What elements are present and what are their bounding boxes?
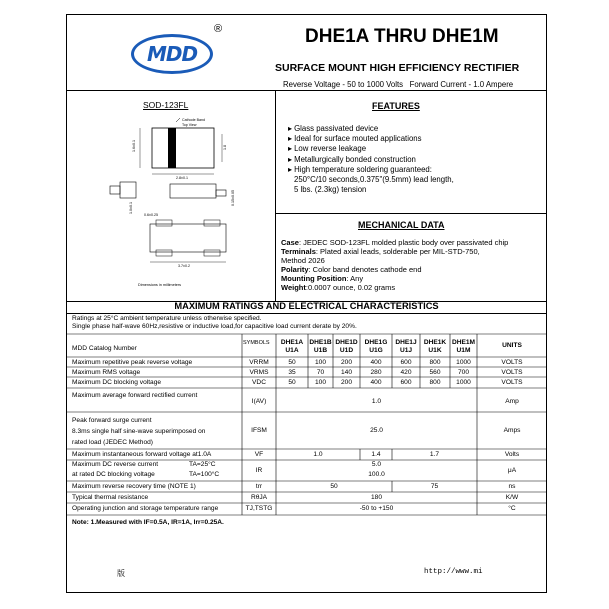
table-cell: 50 xyxy=(288,359,296,366)
table-cell: 1000 xyxy=(456,359,471,366)
reverse-voltage-summary: Reverse Voltage - 50 to 1000 Volts xyxy=(283,80,404,89)
value-vf-1: 1.0 xyxy=(313,451,323,458)
unit-vrrm: VOLTS xyxy=(501,359,523,366)
table-cell: 400 xyxy=(370,379,382,386)
value-ifsm: 25.0 xyxy=(370,427,383,434)
unit-vdc: VOLTS xyxy=(501,379,523,386)
unit-ir: μA xyxy=(507,467,517,474)
table-cell: 800 xyxy=(429,359,441,366)
table-cell: 100 xyxy=(314,359,326,366)
value-vf-3: 1.7 xyxy=(429,451,440,458)
table-cell: 50 xyxy=(288,379,296,386)
symbol-rth: RθJA xyxy=(250,494,268,501)
row-label-trr: Maximum reverse recovery time (NOTE 1) xyxy=(72,483,196,490)
forward-current-summary: Forward Current - 1.0 Ampere xyxy=(409,80,514,89)
feature-item: ▸ Metallurgically bonded construction xyxy=(288,154,416,164)
row-label-tj: Operating junction and storage temperature range xyxy=(72,505,219,512)
footer-url[interactable]: http://www.mi xyxy=(424,568,483,576)
symbol-vrms: VRMS xyxy=(249,369,269,376)
row-label-ifsm: Peak forward surge current 8.3ms single half sine-wave superimposed on rated load (JEDEC Method) xyxy=(72,417,206,446)
table-cell: 600 xyxy=(400,359,412,366)
value-tj: -50 to +150 xyxy=(359,505,394,512)
symbol-trr: trr xyxy=(255,483,263,490)
row-label-iav: Maximum average forward rectified current xyxy=(72,392,198,399)
part-header: DHE1J U1J xyxy=(395,339,417,354)
part-header: DHE1K U1K xyxy=(423,339,447,354)
cathode-band-label: Cathode Band xyxy=(182,118,205,122)
symbol-ifsm: IFSM xyxy=(251,427,267,434)
registered-mark: ® xyxy=(214,23,223,35)
feature-item: ▸ High temperature soldering guaranteed: xyxy=(288,164,432,174)
units-header: UNITS xyxy=(502,342,522,349)
value-trr-1: 50 xyxy=(330,483,338,490)
page-title: DHE1A THRU DHE1M xyxy=(305,26,499,47)
value-iav: 1.0 xyxy=(371,398,382,405)
value-trr-2: 75 xyxy=(430,483,439,490)
value-ir-1: 5.0 xyxy=(371,461,382,468)
symbol-vrrm: VRRM xyxy=(249,359,269,366)
part-header: DHE1B U1B xyxy=(309,339,332,354)
ir-condition-1: TA=25°C xyxy=(189,461,216,468)
part-header: DHE1A U1A xyxy=(280,339,304,354)
logo-text: MDD xyxy=(146,42,198,66)
dim-d4: 1.0±0.1 xyxy=(129,202,133,214)
row-label-ir-2: at rated DC blocking voltage xyxy=(72,471,155,478)
part-header: DHE1G U1G xyxy=(364,339,388,354)
table-cell: 1000 xyxy=(456,379,471,386)
table-cell: 700 xyxy=(457,369,469,376)
table-cell: 800 xyxy=(429,379,441,386)
table-cell: 140 xyxy=(340,369,352,376)
feature-item: ▸ Ideal for surface mouted applications xyxy=(288,134,422,144)
unit-ifsm: Amps xyxy=(503,427,521,434)
table-cell: 280 xyxy=(370,369,382,376)
unit-rth: K/W xyxy=(505,494,519,501)
top-view-label: Top View xyxy=(182,123,197,127)
symbol-ir: IR xyxy=(255,467,263,474)
table-cell: 200 xyxy=(340,379,352,386)
unit-vrms: VOLTS xyxy=(501,369,523,376)
row-label-vrms: Maximum RMS voltage xyxy=(72,369,141,376)
table-title: MAXIMUM RATINGS AND ELECTRICAL CHARACTERISTICS xyxy=(174,301,439,311)
unit-vf: Volts xyxy=(504,451,520,458)
row-label-ir-1: Maximum DC reverse current xyxy=(72,461,159,468)
ir-condition-2: TA=100°C xyxy=(189,471,220,478)
feature-item-cont: 250°C/10 seconds,0.375"(9.5mm) lead length, xyxy=(294,175,454,185)
feature-item: ▸ Low reverse leakage xyxy=(288,144,367,154)
symbol-tj: TJ,TSTG xyxy=(245,505,273,512)
table-cell: 200 xyxy=(340,359,352,366)
unit-iav: Amp xyxy=(505,398,519,405)
value-ir-2: 100.0 xyxy=(368,471,385,478)
unit-tj: °C xyxy=(508,505,516,512)
table-cell: 35 xyxy=(288,369,296,376)
mechanical-title: MECHANICAL DATA xyxy=(358,220,445,230)
dim-d7: 3.7±0.2 xyxy=(178,264,190,268)
page-subtitle: SURFACE MOUNT HIGH EFFICIENCY RECTIFIER xyxy=(275,62,520,74)
table-cell: 70 xyxy=(316,369,325,376)
value-vf-2: 1.4 xyxy=(371,451,381,458)
row-label-vrrm: Maximum repetitive peak reverse voltage xyxy=(72,359,193,366)
symbol-iav: I(AV) xyxy=(251,398,267,405)
part-header: DHE1M U1M xyxy=(451,339,476,354)
table-cell: 420 xyxy=(400,369,412,376)
mechanical-data: Case: JEDEC SOD-123FL molded plastic body over passivated chip Terminals: Plated axial leads, solderable per MIL-STD-750, Method 2026 Polarity: Color band denotes cathode end Mounting Position: Any Weight:0.0007 ounce, 0.02 grams xyxy=(281,238,509,293)
table-note: Note: 1.Measured with IF=0.5A, IR=1A, Irr=0.25A. xyxy=(72,519,224,526)
feature-item: ▸ Glass passivated device xyxy=(288,124,379,133)
dim-d6: 0.15±0.05 xyxy=(231,190,235,206)
table-cell: 560 xyxy=(429,369,441,376)
dim-d2: 2.8±0.1 xyxy=(176,176,188,180)
row-label-vdc: Maximum DC blocking voltage xyxy=(72,379,162,386)
row-label-vf: Maximum instantaneous forward voltage at1.0A xyxy=(72,451,212,458)
table-cell: 400 xyxy=(370,359,382,366)
value-rth: 180 xyxy=(370,494,382,501)
dim-d5: 0.6±0.25 xyxy=(144,213,158,217)
part-header: DHE1D U1D xyxy=(335,339,358,354)
symbol-vf: VF xyxy=(254,451,264,458)
dim-d3: 1.8 xyxy=(223,145,227,150)
catalog-number-header: MDD Catalog Number xyxy=(72,345,137,352)
package-name: SOD-123FL xyxy=(143,100,189,110)
features-title: FEATURES xyxy=(372,101,420,111)
ratings-note: Ratings at 25°C ambient temperature unless otherwise specified. Single phase half-wave 60Hz,resistive or inductive load,for capacitive load current derate by 20%. xyxy=(72,315,357,330)
dim-d1: 1.6±0.1 xyxy=(132,140,136,152)
dimensions-note: Dimensions in millimeters xyxy=(138,283,182,287)
unit-trr: ns xyxy=(508,483,516,490)
symbols-header: SYMBOLS xyxy=(243,340,270,346)
feature-item-cont: 5 lbs. (2.3kg) tension xyxy=(294,185,367,195)
symbol-vdc: VDC xyxy=(252,379,266,386)
table-cell: 600 xyxy=(400,379,412,386)
table-cell: 100 xyxy=(314,379,326,386)
row-label-rth: Typical thermal resistance xyxy=(72,494,149,501)
footer-left: 版 xyxy=(117,569,125,578)
